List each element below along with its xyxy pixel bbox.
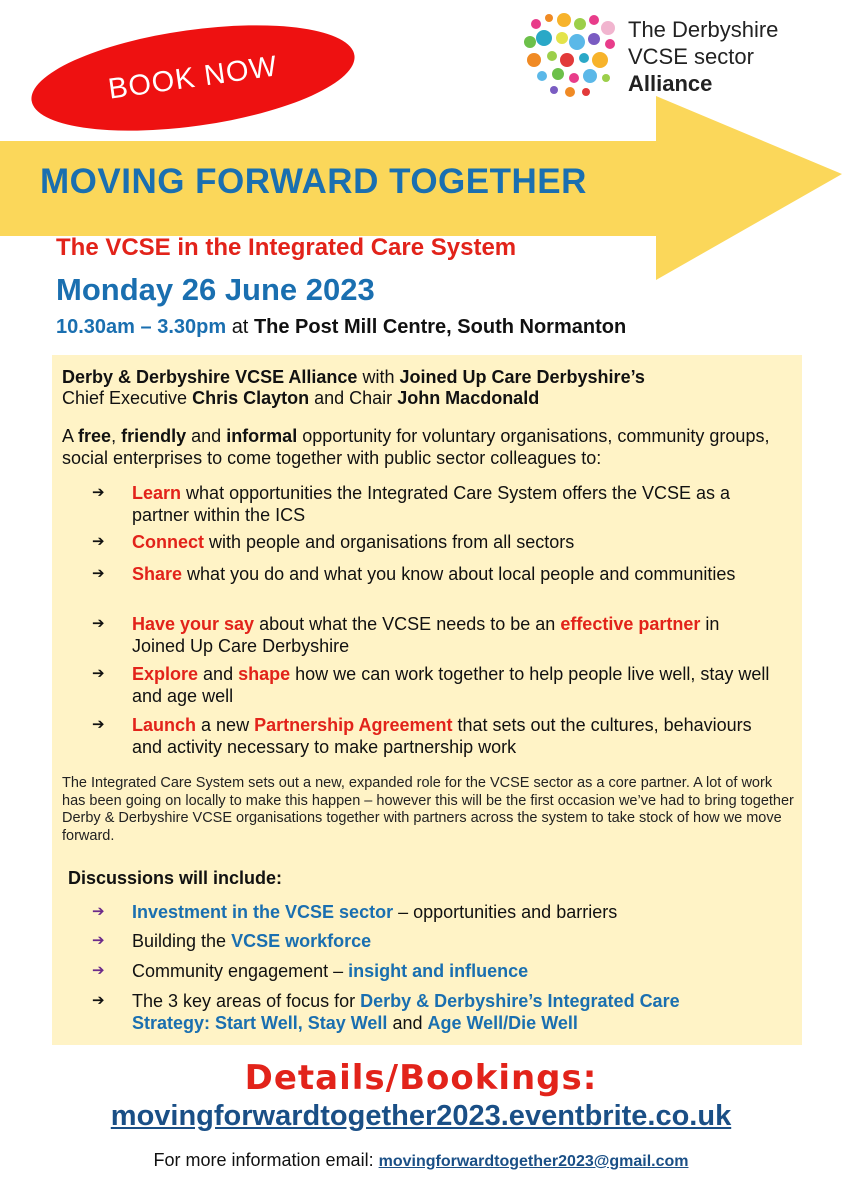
- logo-line-2: VCSE sector: [628, 44, 754, 69]
- lead-and: and: [191, 426, 222, 446]
- logo-line-1: The Derbyshire: [628, 17, 779, 42]
- discussion-highlight-2: Age Well/Die Well: [427, 1013, 578, 1033]
- discussion-text: Community engagement –: [132, 961, 344, 981]
- lead-free: free: [78, 426, 112, 446]
- bullet-text-2: in Joined Up Care Derbyshire: [132, 614, 720, 656]
- book-now-label[interactable]: BOOK NOW: [106, 49, 280, 106]
- intro-with: with: [362, 367, 395, 387]
- intro-name-1: Chris Clayton: [192, 388, 310, 408]
- discussion-highlight: Derby & Derbyshire’s Integrated Care Strategy: Start Well, Stay Well: [132, 991, 680, 1033]
- time-venue-line: [56, 316, 626, 339]
- bullet-text-2: how we can work together to help people live well, stay well and age well: [132, 664, 770, 706]
- arrow-bullet-icon: ➔: [92, 716, 105, 733]
- bullet-text: about what the VCSE needs to be an: [254, 614, 556, 634]
- discussion-text: – opportunities and barriers: [393, 902, 618, 922]
- arrow-bullet-icon: ➔: [92, 565, 105, 582]
- discussion-text-2: and: [392, 1013, 423, 1033]
- alliance-logo-text: [628, 16, 778, 97]
- bullet-keyword: Share: [132, 564, 183, 584]
- discussion-highlight: VCSE workforce: [231, 931, 372, 951]
- intro-and-chair: and Chair: [314, 388, 393, 408]
- bullet-keyword: Connect: [132, 532, 204, 552]
- arrow-bullet-icon: ➔: [92, 533, 105, 550]
- bullet-keyword: Learn: [132, 483, 182, 503]
- intro-partner: Joined Up Care Derbyshire’s: [399, 367, 645, 387]
- discussion-text: Building the: [132, 931, 227, 951]
- bullet-keyword: Launch: [132, 715, 197, 735]
- bullet-text: and: [203, 664, 234, 684]
- intro-org: Derby & Derbyshire VCSE Alliance: [62, 367, 358, 387]
- event-date: Monday 26 June 2023: [56, 272, 375, 307]
- lead-friendly: friendly: [121, 426, 187, 446]
- page-title: MOVING FORWARD TOGETHER: [40, 162, 587, 201]
- discussion-highlight: Investment in the VCSE sector: [132, 902, 394, 922]
- bullet-text-2: that sets out the cultures, behaviours and activity necessary to make partnership work: [132, 715, 752, 757]
- lead-rest: opportunity for voluntary organisations, community groups, social enterprises to come together with public sector colleagues to:: [62, 426, 770, 468]
- email-link[interactable]: movingforwardtogether2023@gmail.com: [378, 1153, 689, 1170]
- arrow-bullet-icon: ➔: [92, 484, 105, 501]
- lead-informal: informal: [226, 426, 298, 446]
- bullet-keyword: Explore: [132, 664, 199, 684]
- bullet-text: with people and organisations from all sectors: [209, 532, 575, 552]
- bullet-text: what opportunities the Integrated Care System offers the VCSE as a partner within the ICS: [132, 483, 731, 525]
- lead-a: A: [62, 426, 74, 446]
- logo-line-3: Alliance: [628, 71, 713, 96]
- event-venue: The Post Mill Centre, South Normanton: [253, 316, 627, 338]
- arrow-bullet-icon: ➔: [92, 665, 105, 682]
- bullet-keyword-2: effective partner: [560, 614, 701, 634]
- intro-name-2: John Macdonald: [397, 388, 540, 408]
- intro-role: Chief Executive: [62, 388, 188, 408]
- event-time: 10.30am – 3.30pm: [56, 316, 227, 338]
- arrow-bullet-icon: ➔: [92, 615, 105, 632]
- email-line: [0, 1150, 842, 1171]
- arrow-bullet-icon: ➔: [92, 962, 105, 979]
- arrow-bullet-icon: ➔: [92, 903, 105, 920]
- lead-text: [62, 425, 792, 469]
- venue-prefix: at: [231, 316, 249, 338]
- arrow-bullet-icon: ➔: [92, 992, 105, 1009]
- discussion-highlight: insight and influence: [348, 961, 529, 981]
- bullet-text: a new: [201, 715, 250, 735]
- details-heading: Details/Bookings:: [244, 1058, 598, 1098]
- bullet-keyword: Have your say: [132, 614, 255, 634]
- bullet-keyword-2: shape: [238, 664, 291, 684]
- discussion-text: The 3 key areas of focus for: [132, 991, 356, 1011]
- description-paragraph: The Integrated Care System sets out a new, expanded role for the VCSE sector as a core partner. A lot of work has been going on locally to make this happen – however this will be the first occasion we’ve had to bring together Derby & Derbyshire VCSE organisations together with partners across the system to take stock of how we move forward.: [62, 775, 794, 844]
- subtitle: The VCSE in the Integrated Care System: [56, 234, 517, 261]
- booking-link[interactable]: movingforwardtogether2023.eventbrite.co.uk: [110, 1100, 732, 1132]
- alliance-logo-icon: [522, 12, 622, 98]
- intro-text: [62, 367, 792, 409]
- bullet-keyword-2: Partnership Agreement: [254, 715, 453, 735]
- bullet-text: what you do and what you know about local people and communities: [187, 564, 736, 584]
- discussions-heading: Discussions will include:: [68, 868, 283, 888]
- lead-comma: ,: [111, 426, 117, 446]
- email-prefix: For more information email:: [153, 1150, 374, 1170]
- arrow-bullet-icon: ➔: [92, 932, 105, 949]
